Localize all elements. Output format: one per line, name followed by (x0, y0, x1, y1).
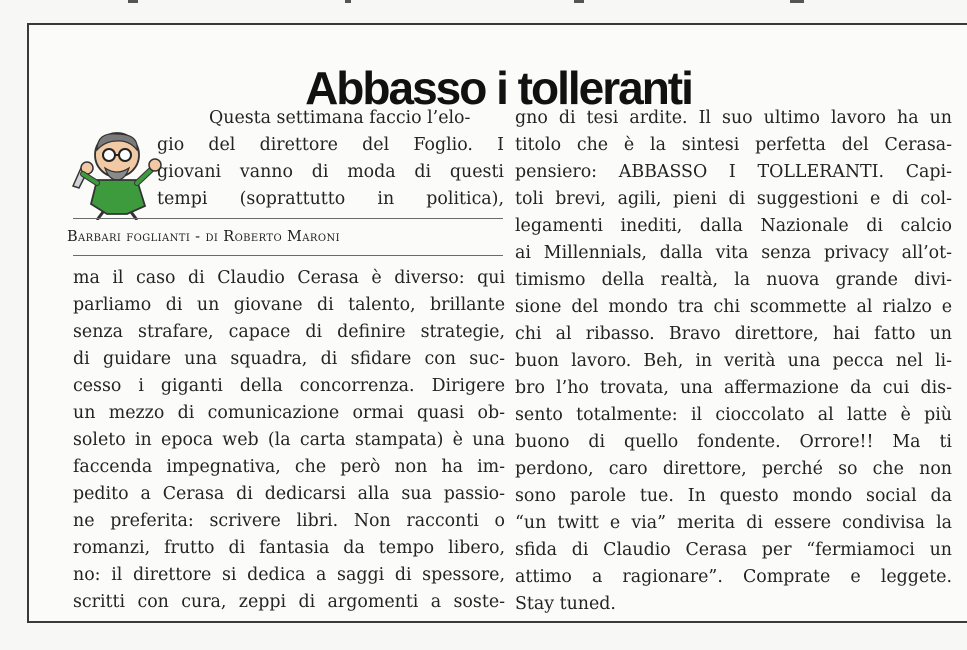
text-line: soleto in epoca web (la carta stampata) è una (73, 430, 505, 450)
text-line: sento totalmente: il cioccolato al latte è più (515, 405, 952, 425)
text-line: “un twitt e via” merita di essere condivisa la (515, 513, 952, 533)
text-line: parliamo di un giovane di talento, brillante (73, 295, 505, 315)
text-line: perdono, caro direttore, perché so che non (515, 459, 952, 479)
headline: Abbasso i tolleranti (305, 62, 692, 114)
top-crop-marks (0, 0, 967, 12)
text-line: no: il direttore si dedica a saggi di spessore, (73, 565, 505, 585)
text-line: giovani vanno di moda di questi (157, 162, 504, 182)
text-line: pensiero: ABBASSO I TOLLERANTI. Capi- (515, 162, 952, 182)
text-line: scritti con cura, zeppi di argomenti a soste- (73, 592, 505, 612)
text-line: Stay tuned. (515, 594, 616, 614)
text-line: chi al ribasso. Bravo direttore, hai fatto un (515, 324, 952, 344)
text-line: attimo a ragionare”. Comprate e leggete. (515, 567, 952, 587)
text-line: cesso i giganti della concorrenza. Dirigere (73, 376, 505, 396)
author-cartoon-icon (67, 128, 167, 220)
text-line: Questa settimana faccio l’elo- (209, 108, 471, 128)
text-line: pedito a Cerasa di dedicarsi alla sua passio- (73, 484, 505, 504)
text-line: buono di quello fondente. Orrore!! Ma ti (515, 432, 952, 452)
text-line: un mezzo di comunicazione ormai quasi ob- (73, 403, 505, 423)
article-box (27, 23, 967, 623)
text-line: romanzi, frutto di fantasia da tempo libero, (73, 538, 505, 558)
text-line: senza strafare, capace di definire strategie, (73, 322, 505, 342)
text-line: gno di tesi ardite. Il suo ultimo lavoro ha un (515, 108, 952, 128)
text-line: tempi (soprattutto in politica), (157, 189, 504, 209)
byline: Barbari foglianti - di Roberto Maroni (67, 229, 340, 245)
text-line: faccenda impegnativa, che però non ha im- (73, 457, 505, 477)
text-line: bro l’ho trovata, una affermazione da cui dis- (515, 378, 952, 398)
text-line: ai Millennials, dalla vita senza privacy all’ot- (515, 243, 952, 263)
text-line: titolo che è la sintesi perfetta del Cerasa- (515, 135, 952, 155)
byline-rule-top (73, 218, 503, 219)
text-line: toli brevi, agili, pieni di suggestioni e di col- (515, 189, 952, 209)
text-line: sione del mondo tra chi scommette al rialzo e (515, 297, 952, 317)
text-line: ma il caso di Claudio Cerasa è diverso: qui (73, 268, 505, 288)
text-line: legamenti inediti, dalla Nazionale di calcio (515, 216, 952, 236)
text-line: sono parole tue. In questo mondo social da (515, 486, 952, 506)
text-line: sfida di Claudio Cerasa per “fermiamoci un (515, 540, 952, 560)
text-line: buon lavoro. Beh, in verità una pecca nel li- (515, 351, 952, 371)
text-line: gio del direttore del Foglio. I (157, 135, 504, 155)
text-line: timismo della realtà, la nuova grande divi- (515, 270, 952, 290)
text-line: ne preferita: scrivere libri. Non racconti o (73, 511, 505, 531)
text-line: di guidare una squadra, di sfidare con suc- (73, 349, 505, 369)
byline-rule-bottom (73, 255, 503, 256)
